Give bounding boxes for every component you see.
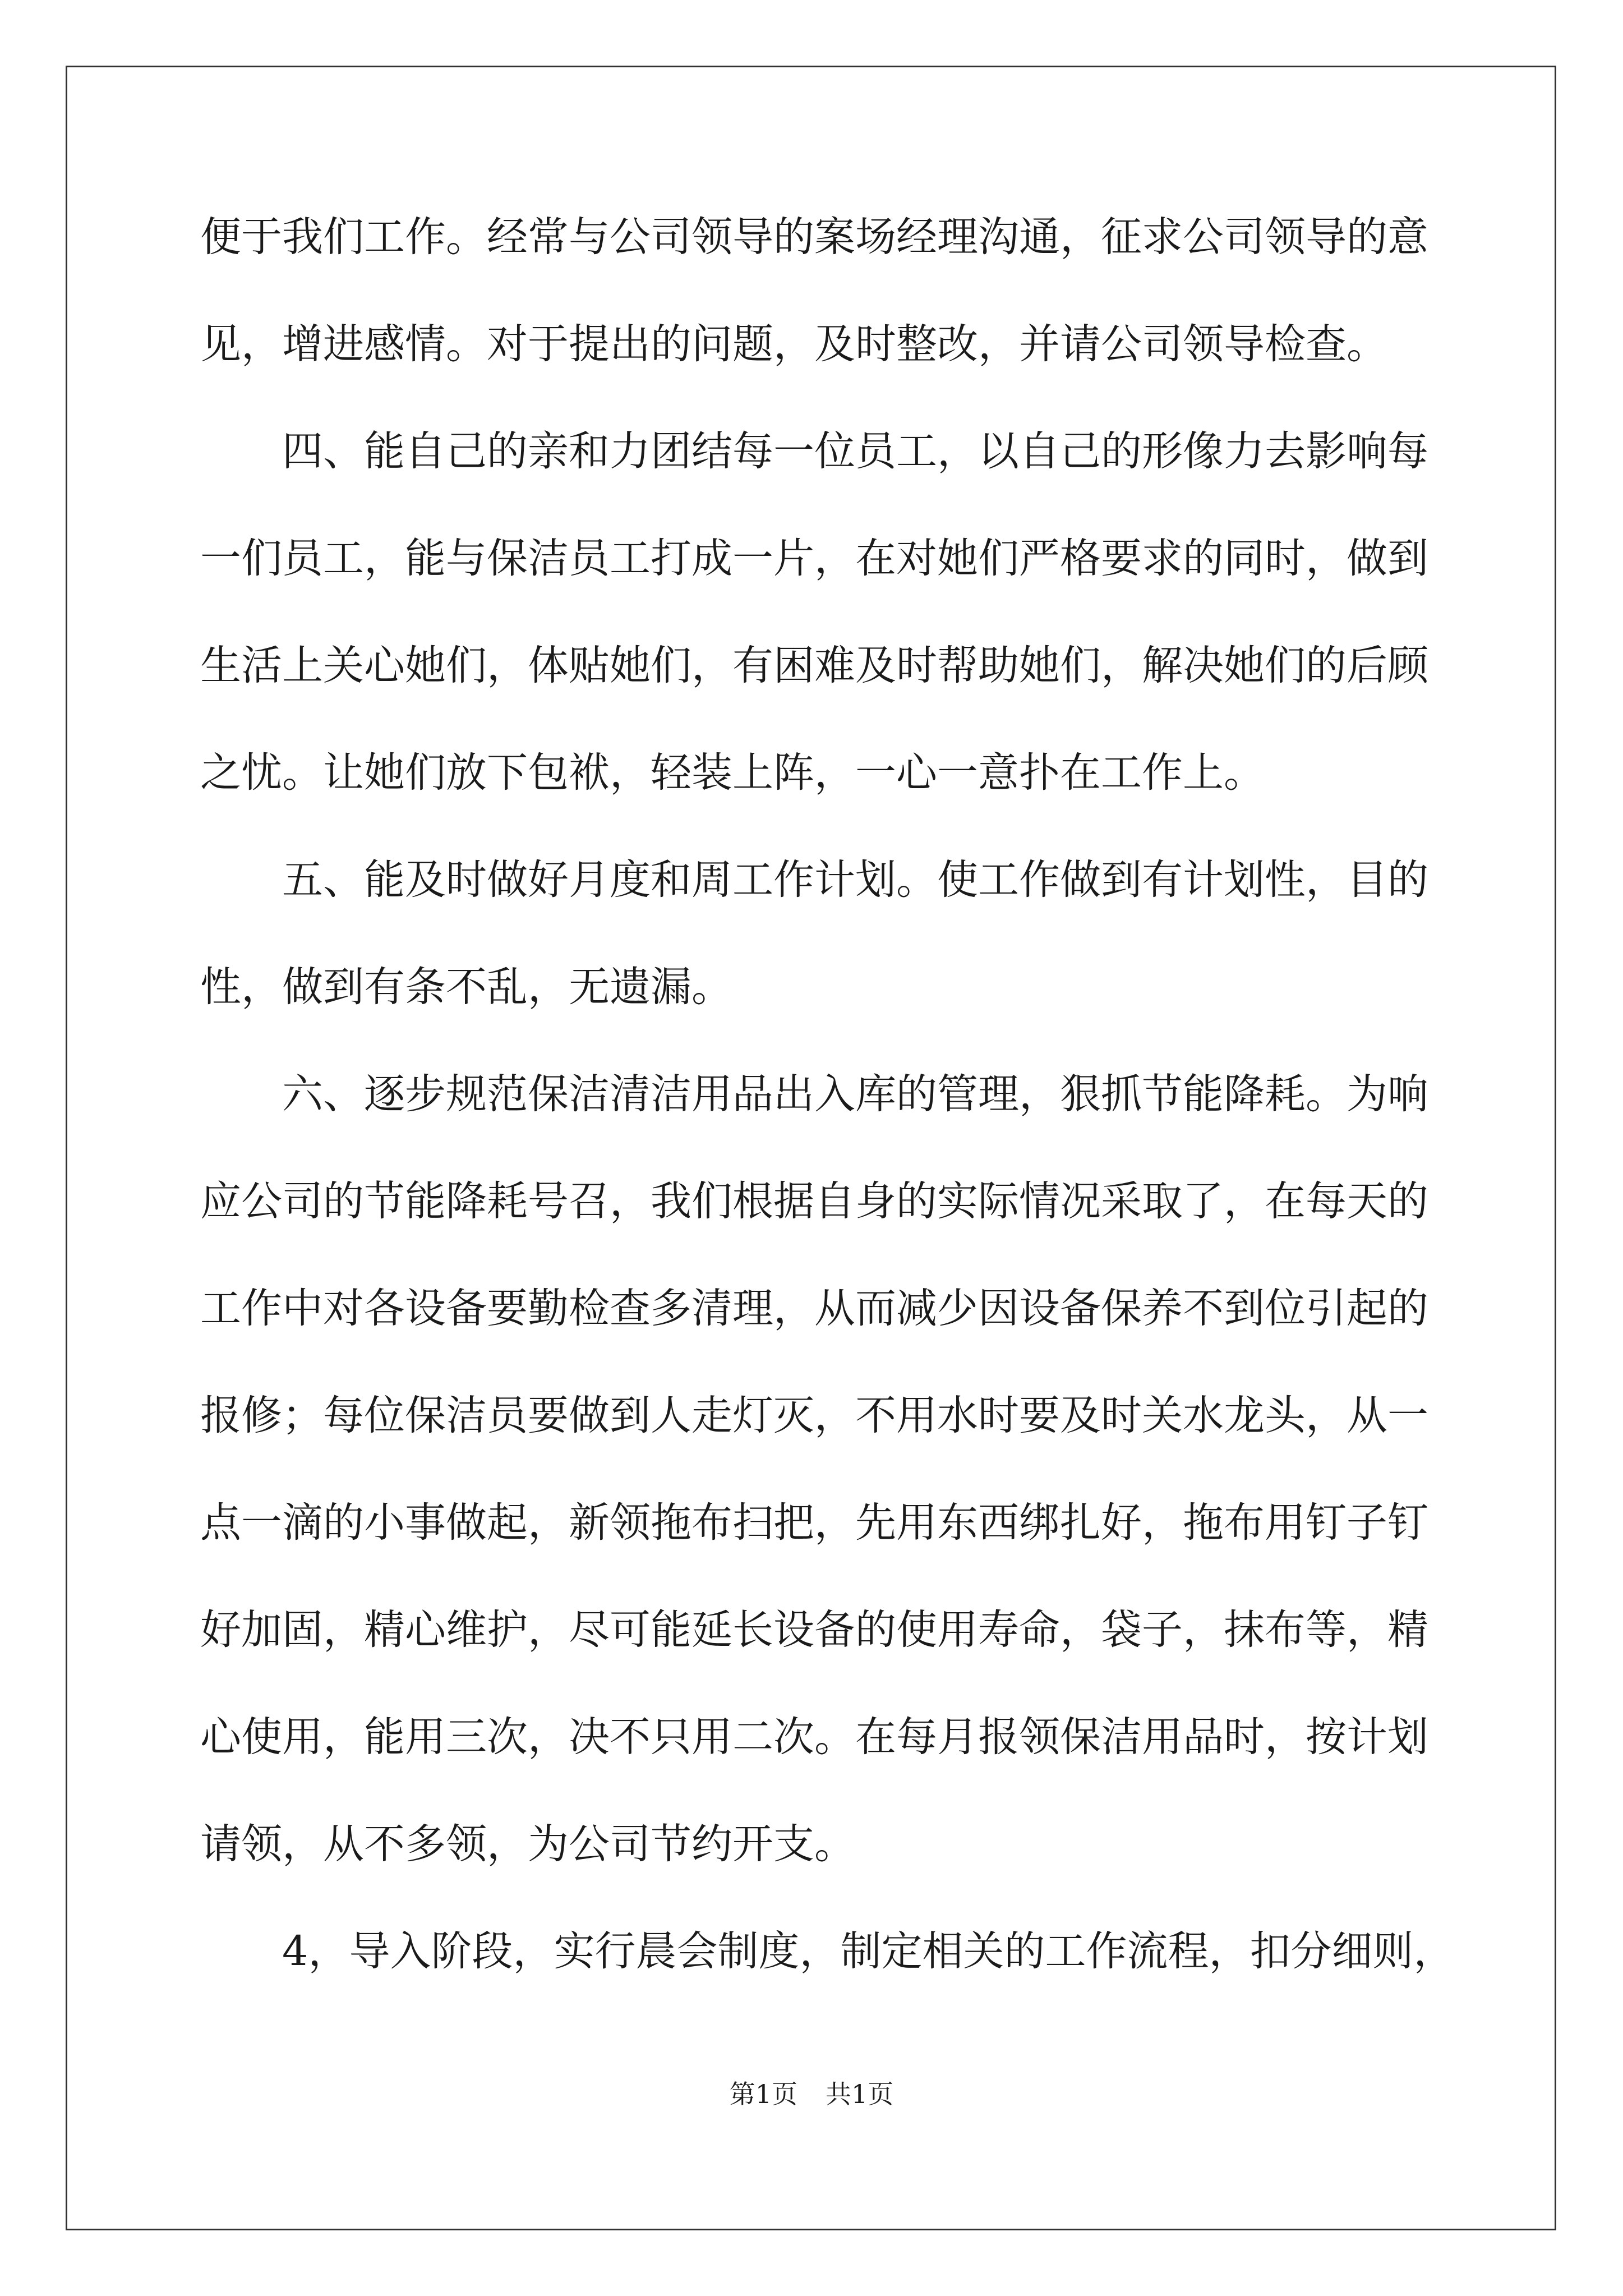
text-line: 报修；每位保洁员要做到人走灯灭，不用水时要及时关水龙头，从一 (200, 1392, 1428, 1439)
text-line: 六、逐步规范保洁清洁用品出入库的管理，狠抓节能降耗。为响 (282, 1070, 1428, 1118)
text-line: 性，做到有条不乱，无遗漏。 (200, 963, 732, 1011)
text-line: 五、能及时做好月度和周工作计划。使工作做到有计划性，目的 (282, 856, 1428, 904)
text-line: 应公司的节能降耗号召，我们根据自身的实际情况采取了，在每天的 (200, 1177, 1428, 1225)
page-number-current: 第1页 (729, 2079, 797, 2109)
document-body (200, 213, 1455, 2036)
text-line: 好加固，精心维护，尽可能延长设备的使用寿命，袋子，抹布等，精 (200, 1606, 1428, 1654)
text-line: 请领，从不多领，为公司节约开支。 (200, 1820, 855, 1868)
page-footer (0, 2078, 1623, 2110)
text-line: 见，增进感情。对于提出的问题，及时整改，并请公司领导检查。 (200, 320, 1387, 368)
text-line: 便于我们工作。经常与公司领导的案场经理沟通，征求公司领导的意 (200, 213, 1428, 261)
text-line: 生活上关心她们，体贴她们，有困难及时帮助她们，解决她们的后顾 (200, 642, 1428, 689)
text-line: 4，导入阶段，实行晨会制度，制定相关的工作流程，扣分细则， (282, 1927, 1455, 1975)
text-line: 工作中对各设备要勤检查多清理，从而减少因设备保养不到位引起的 (200, 1285, 1428, 1332)
page-number-total: 共1页 (826, 2079, 894, 2109)
text-line: 心使用，能用三次，决不只用二次。在每月报领保洁用品时，按计划 (200, 1713, 1428, 1761)
text-line: 四、能自己的亲和力团结每一位员工，以自己的形像力去影响每 (282, 427, 1428, 475)
text-line: 点一滴的小事做起，新领拖布扫把，先用东西绑扎好，拖布用钉子钉 (200, 1499, 1428, 1547)
text-line: 之忧。让她们放下包袱，轻装上阵，一心一意扑在工作上。 (200, 749, 1265, 797)
text-line: 一们员工，能与保洁员工打成一片，在对她们严格要求的同时，做到 (200, 535, 1428, 582)
